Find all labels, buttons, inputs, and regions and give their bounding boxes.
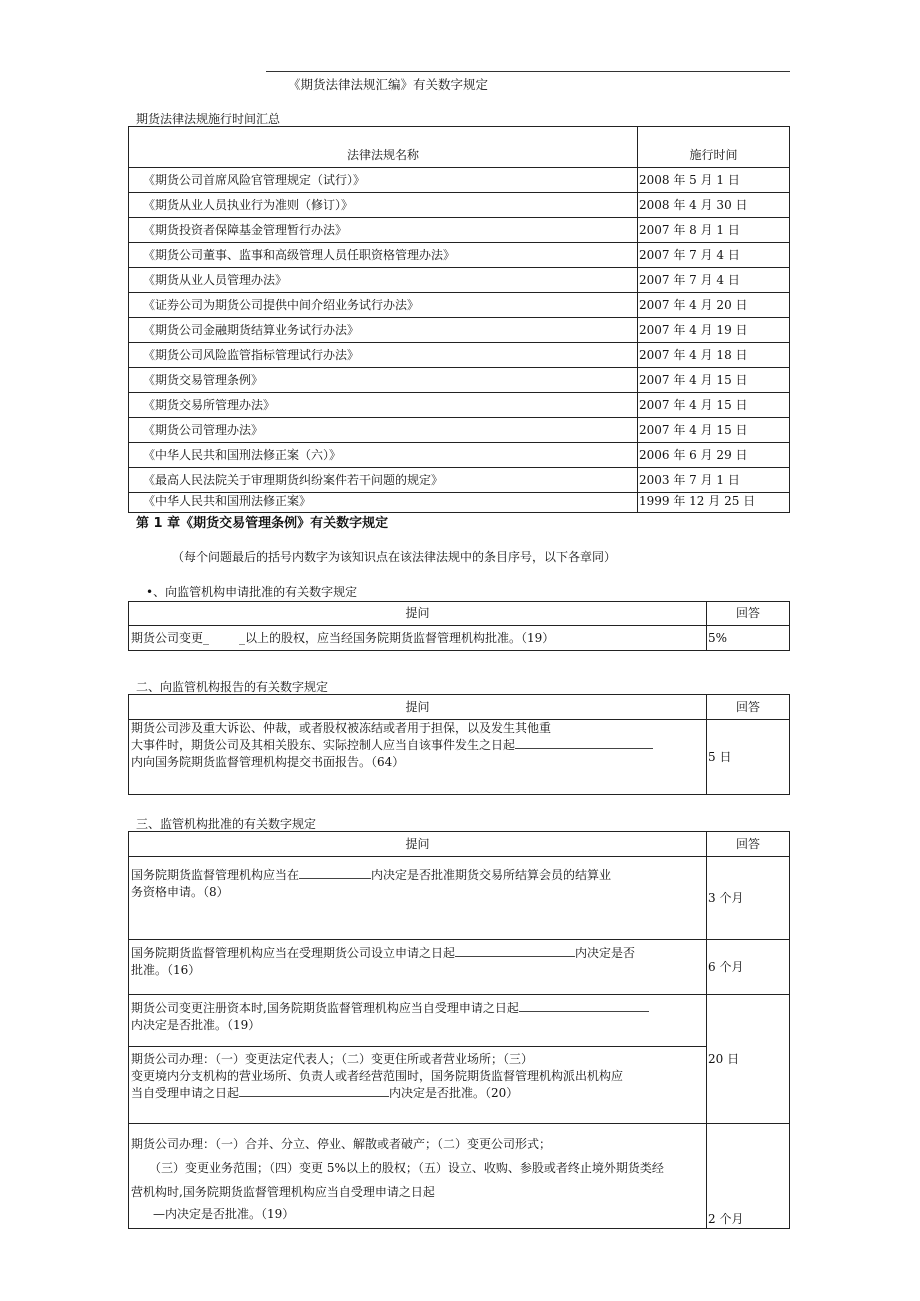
summary-label: 期货法律法规施行时间汇总 — [136, 112, 281, 126]
question-line: 期货公司办理：（一）合并、分立、停业、解散或者破产；（二）变更公司形式； — [131, 1137, 552, 1151]
table-row — [129, 418, 790, 443]
question-line: 国务院期货监督管理机构应当在 内决定是否批准期货交易所结算会员的结算业 — [131, 868, 612, 882]
law-date: 2007 年 7 月 4 日 — [638, 243, 790, 268]
law-name: 《中华人民共和国刑法修正案（六）》 — [129, 443, 638, 468]
answer-cell: 2 个月 — [707, 1124, 790, 1229]
table-row — [129, 318, 790, 343]
summary-table — [128, 126, 790, 513]
question-line: 内向国务院期货监督管理机构提交书面报告。（64） — [131, 755, 405, 769]
law-name: 《期货公司董事、监事和高级管理人员任职资格管理办法》 — [129, 243, 638, 268]
question-row — [129, 1124, 790, 1229]
answer-cell: 3 个月 — [707, 857, 790, 940]
question-line: 批准。（16） — [131, 963, 201, 977]
col-answer-header: 回答 — [707, 832, 790, 857]
law-name: 《期货公司金融期货结算业务试行办法》 — [129, 318, 638, 343]
question-line: 务资格申请。（8） — [131, 885, 229, 899]
col-answer-header: 回答 — [707, 602, 790, 626]
section-2-table — [128, 694, 790, 795]
col-name-header: 法律法规名称 — [129, 127, 638, 168]
law-name: 《期货从业人员执业行为准则（修订）》 — [129, 193, 638, 218]
answer-blank — [239, 1085, 389, 1097]
question-cell — [129, 626, 707, 651]
chapter-note: （每个问题最后的括号内数字为该知识点在该法律法规中的条目序号，以下各章同） — [172, 550, 617, 564]
question-text: 期货公司变更_ _以上的股权，应当经国务院期货监督管理机构批准。（19） — [131, 630, 555, 645]
section-1-table — [128, 601, 790, 651]
document-title: 《期货法律法规汇编》有关数字规定 — [288, 77, 489, 92]
col-question-header: 提问 — [129, 695, 707, 720]
col-date-header: 施行时间 — [638, 127, 790, 168]
law-date: 2007 年 4 月 15 日 — [638, 393, 790, 418]
law-date: 2007 年 7 月 4 日 — [638, 268, 790, 293]
answer-blank — [299, 867, 371, 879]
question-line: （三）变更业务范围；（四）变更 5%以上的股权；（五）设立、收购、参股或者终止境外期货类经 — [149, 1161, 664, 1175]
question-line: 期货公司办理：（一）变更法定代表人；（二）变更住所或者营业场所；（三） — [131, 1052, 534, 1066]
question-line: 期货公司变更注册资本时,国务院期货监督管理机构应当自受理申请之日起 — [131, 1000, 706, 1017]
law-name: 《期货投资者保障基金管理暂行办法》 — [129, 218, 638, 243]
question-cell — [129, 995, 707, 1047]
question-line: 大事件时，期货公司及其相关股东、实际控制人应当自该事件发生之日起 — [131, 737, 706, 754]
table-row — [129, 268, 790, 293]
question-row — [129, 720, 790, 795]
question-cell — [129, 720, 707, 795]
answer-cell: 20 日 — [707, 995, 790, 1124]
table-row — [129, 368, 790, 393]
law-name: 《最高人民法院关于审理期货纠纷案件若干问题的规定》 — [129, 468, 638, 493]
col-question-header: 提问 — [129, 602, 707, 626]
table-row — [129, 493, 790, 513]
law-date: 2008 年 5 月 1 日 — [638, 168, 790, 193]
law-name: 《期货公司首席风险官管理规定（试行）》 — [129, 168, 638, 193]
law-date: 2007 年 4 月 20 日 — [638, 293, 790, 318]
table-row — [129, 468, 790, 493]
law-date: 2003 年 7 月 1 日 — [638, 468, 790, 493]
table-row — [129, 293, 790, 318]
header-row — [129, 602, 790, 626]
col-question-header: 提问 — [129, 832, 707, 857]
question-row — [129, 1047, 790, 1124]
chapter-title: 第 1 章《期货交易管理条例》有关数字规定 — [136, 516, 389, 531]
answer-cell: 5 日 — [707, 720, 790, 795]
table-row — [129, 443, 790, 468]
question-cell — [129, 940, 707, 995]
table-row — [129, 243, 790, 268]
question-line: 变更境内分支机构的营业场所、负责人或者经营范围时，国务院期货监督管理机构派出机构应 — [131, 1069, 624, 1083]
law-date: 2007 年 8 月 1 日 — [638, 218, 790, 243]
answer-cell: 6 个月 — [707, 940, 790, 995]
question-line: —内决定是否批准。（19） — [153, 1207, 295, 1221]
question-line: 期货公司涉及重大诉讼、仲裁，或者股权被冻结或者用于担保，以及发生其他重 — [131, 721, 552, 735]
col-answer-header: 回答 — [707, 695, 790, 720]
table-row — [129, 393, 790, 418]
question-cell — [129, 857, 707, 940]
law-date: 2007 年 4 月 19 日 — [638, 318, 790, 343]
law-date: 2006 年 6 月 29 日 — [638, 443, 790, 468]
section-2-label: 二、向监管机构报告的有关数字规定 — [136, 680, 329, 694]
table-row — [129, 168, 790, 193]
law-date: 1999 年 12 月 25 日 — [638, 493, 790, 513]
law-name: 《期货公司风险监管指标管理试行办法》 — [129, 343, 638, 368]
question-line: 国务院期货监督管理机构应当在受理期货公司设立申请之日起 内决定是否 — [131, 946, 636, 960]
answer-blank — [519, 1000, 649, 1012]
answer-blank — [515, 737, 653, 749]
question-cell — [129, 1047, 707, 1124]
question-line: 当自受理申请之日起 内决定是否批准。（20） — [131, 1086, 519, 1100]
law-name: 《证券公司为期货公司提供中间介绍业务试行办法》 — [129, 293, 638, 318]
law-name: 《期货交易管理条例》 — [129, 368, 638, 393]
law-name: 《期货从业人员管理办法》 — [129, 268, 638, 293]
question-line: 内决定是否批准。（19） — [131, 1018, 261, 1032]
table-row — [129, 343, 790, 368]
answer-blank — [455, 945, 575, 957]
header-row — [129, 832, 790, 857]
section-3-table — [128, 831, 790, 1229]
question-line: 营机构时,国务院期货监督管理机构应当自受理申请之日起 — [131, 1185, 435, 1199]
law-name: 《中华人民共和国刑法修正案》 — [129, 493, 638, 513]
law-date: 2007 年 4 月 18 日 — [638, 343, 790, 368]
law-date: 2008 年 4 月 30 日 — [638, 193, 790, 218]
question-row — [129, 995, 790, 1047]
table-row — [129, 218, 790, 243]
section-1-label: •、向监管机构申请批准的有关数字规定 — [146, 585, 358, 599]
answer-cell: 5% — [707, 626, 790, 651]
summary-header-row — [129, 127, 790, 168]
question-cell — [129, 1124, 707, 1229]
question-row — [129, 626, 790, 651]
header-row — [129, 695, 790, 720]
law-date: 2007 年 4 月 15 日 — [638, 368, 790, 393]
section-3-label: 三、监管机构批准的有关数字规定 — [136, 817, 317, 831]
table-row — [129, 193, 790, 218]
question-row — [129, 940, 790, 995]
question-row — [129, 857, 790, 940]
title-rule — [266, 71, 790, 72]
law-date: 2007 年 4 月 15 日 — [638, 418, 790, 443]
law-name: 《期货交易所管理办法》 — [129, 393, 638, 418]
law-name: 《期货公司管理办法》 — [129, 418, 638, 443]
